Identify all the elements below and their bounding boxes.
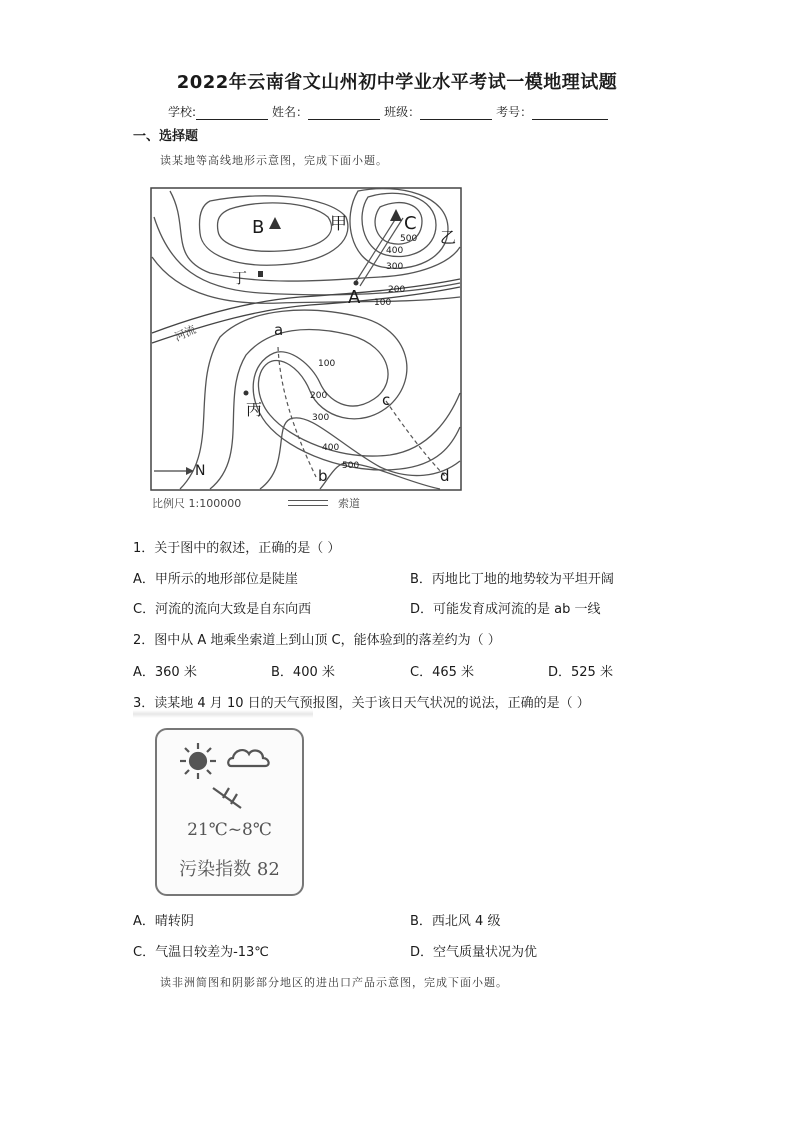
q2-option-d[interactable]: D．525 米 bbox=[548, 665, 613, 680]
scan-smudge bbox=[133, 710, 313, 718]
contour-label: 400 bbox=[386, 246, 404, 256]
map-label-river: 河流 bbox=[172, 322, 198, 344]
map-label-d: d bbox=[440, 467, 450, 485]
map-label-ding: 丁 bbox=[232, 269, 248, 287]
q1-option-a[interactable]: A．甲所示的地形部位是陡崖 bbox=[133, 572, 298, 587]
question-3-stem: 3．读某地 4 月 10 日的天气预报图，关于该日天气状况的说法，正确的是（ ） bbox=[133, 696, 590, 711]
number-field[interactable] bbox=[532, 105, 608, 120]
map-label-yi: 乙 bbox=[440, 228, 457, 247]
question-2-stem: 2．图中从 A 地乘坐索道上到山顶 C，能体验到的落差约为（ ） bbox=[133, 633, 501, 648]
q3-option-a[interactable]: A．晴转阴 bbox=[133, 914, 194, 929]
contour-label: 500 bbox=[342, 461, 360, 471]
section-heading: 一、选择题 bbox=[133, 129, 199, 144]
intro-text: 读某地等高线地形示意图，完成下面小题。 bbox=[160, 154, 388, 167]
q1-option-d[interactable]: D．可能发育成河流的是 ab 一线 bbox=[410, 602, 601, 617]
map-label-b-lower: b bbox=[318, 467, 328, 485]
cloud-icon bbox=[228, 750, 268, 766]
contour-label: 300 bbox=[386, 262, 404, 272]
contour-label: 200 bbox=[388, 285, 406, 295]
pollution-index: 污染指数 82 bbox=[179, 859, 280, 880]
number-label: 考号： bbox=[496, 105, 533, 119]
map-label-c-lower: c bbox=[382, 391, 391, 409]
map-label-b: B bbox=[252, 217, 265, 238]
sun-icon bbox=[180, 743, 216, 779]
contour-label: 100 bbox=[318, 359, 336, 369]
map-label-a-lower: a bbox=[274, 321, 284, 339]
contour-label: 100 bbox=[374, 298, 392, 308]
contour-label: 300 bbox=[312, 413, 330, 423]
question-1-stem: 1．关于图中的叙述，正确的是（ ） bbox=[133, 541, 341, 556]
q1-option-b[interactable]: B．丙地比丁地的地势较为平坦开阔 bbox=[410, 572, 614, 587]
wind-barb-icon bbox=[213, 788, 241, 808]
school-field[interactable] bbox=[196, 105, 268, 120]
contour-label: 400 bbox=[322, 443, 340, 453]
weather-forecast-card bbox=[155, 728, 304, 896]
map-label-jia: 甲 bbox=[330, 214, 347, 234]
weather-icons bbox=[157, 730, 302, 810]
q3-option-c[interactable]: C．气温日较差为-13℃ bbox=[133, 945, 269, 960]
page-title: 2022年云南省文山州初中学业水平考试一模地理试题 bbox=[176, 72, 618, 93]
map-label-north: N bbox=[195, 463, 206, 479]
contour-label: 200 bbox=[310, 391, 328, 401]
contour-label: 500 bbox=[400, 234, 418, 244]
q2-option-a[interactable]: A．360 米 bbox=[133, 665, 197, 680]
cableway-legend-label: 索道 bbox=[338, 497, 360, 510]
name-label: 姓名： bbox=[272, 105, 309, 119]
q1-option-c[interactable]: C．河流的流向大致是自东向西 bbox=[133, 602, 312, 617]
intro-text-2: 读非洲简图和阴影部分地区的进出口产品示意图，完成下面小题。 bbox=[160, 976, 508, 989]
map-label-c: C bbox=[404, 213, 417, 234]
map-scale: 比例尺 1:100000 bbox=[152, 497, 242, 510]
school-label: 学校: bbox=[168, 105, 197, 119]
map-label-a-upper: A bbox=[348, 287, 361, 308]
class-label: 班级： bbox=[384, 105, 421, 119]
cableway-legend-icon bbox=[288, 500, 328, 506]
map-label-bing: 丙 bbox=[246, 400, 263, 419]
student-info-row bbox=[168, 103, 612, 120]
temperature-range: 21℃~8℃ bbox=[187, 820, 272, 840]
class-field[interactable] bbox=[420, 105, 492, 120]
contour-map bbox=[150, 187, 462, 491]
q3-option-b[interactable]: B．西北风 4 级 bbox=[410, 914, 501, 929]
q2-option-b[interactable]: B．400 米 bbox=[271, 665, 335, 680]
name-field[interactable] bbox=[308, 105, 380, 120]
q3-option-d[interactable]: D．空气质量状况为优 bbox=[410, 945, 538, 960]
q2-option-c[interactable]: C．465 米 bbox=[410, 665, 475, 680]
